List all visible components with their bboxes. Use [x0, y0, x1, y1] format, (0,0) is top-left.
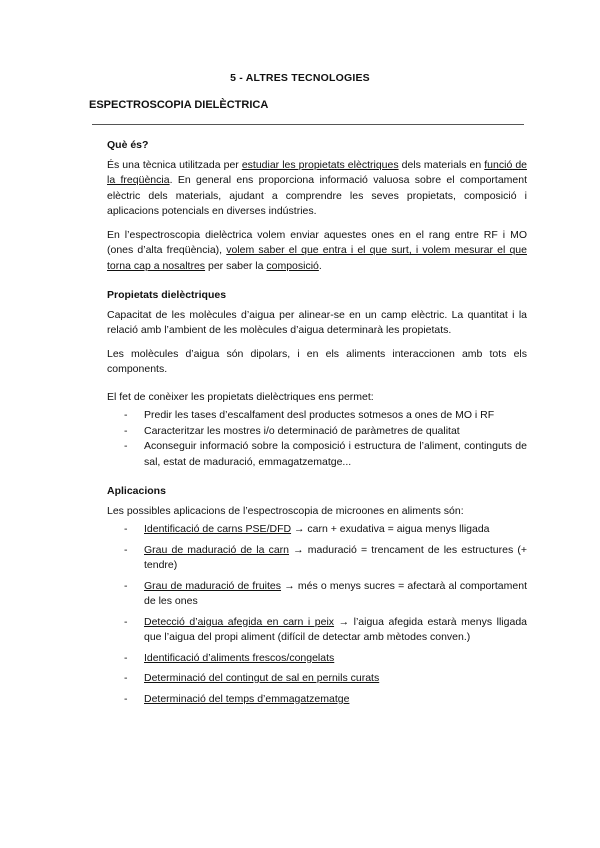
- text-span: És una tècnica utilitzada per: [107, 158, 242, 171]
- underlined-span: Determinació del temps d’emmagatzematge: [144, 692, 350, 705]
- heading-aplicacions: Aplicacions: [107, 485, 166, 497]
- list-item: [107, 671, 527, 687]
- underlined-span: estudiar les propietats elèctriques: [241, 158, 399, 171]
- text-span: → maduració = trencament de les estructures (+ tendre): [144, 543, 527, 571]
- text-span: → l’aigua afegida estarà menys lligada que l’aigua del propi aliment (difícil de detectar amb mètodes conven.): [144, 615, 527, 643]
- text-span: En l’espectroscopia dielèctrica volem enviar aquestes ones en el rang entre RF i MO (ones d’alta freqüència),: [107, 228, 527, 256]
- aplicacions-intro: Les possibles aplicacions de l’espectroscopia de microones en aliments són:: [107, 504, 464, 517]
- propietats-paragraph-1: Capacitat de les molècules d’aigua per alinear-se en un camp elèctric. La quantitat i la relació amb l’ambient de les molècules d’aigua determinarà les propietats.: [107, 308, 527, 336]
- que-es-paragraph-1: [107, 158, 527, 220]
- underlined-span: Identificació de carns PSE/DFD: [144, 523, 292, 535]
- list-item: - Predir les tases d’escalfament desl productes sotmesos a ones de MO i RF: [107, 408, 527, 424]
- text-span: → més o menys sucres = afectarà al comportament de les ones: [144, 579, 527, 607]
- section-title: ESPECTROSCOPIA DIELÈCTRICA: [89, 99, 269, 111]
- underlined-span: Determinació del contingut de sal en pernils curats: [144, 672, 380, 684]
- text-span: . En general ens proporciona informació valuosa sobre el comportament elèctric dels materials, ajudant a comprendre les seves propietats, composició i aplicacions potencials en diverses indústries.: [107, 174, 528, 217]
- underlined-span: composició: [266, 259, 319, 272]
- text-span: → carn + exudativa = aigua menys lligada: [291, 523, 490, 535]
- list-item: [107, 543, 527, 574]
- underlined-span: Grau de maduració de la carn: [144, 543, 290, 556]
- heading-propietats: Propietats dielèctriques: [107, 289, 227, 301]
- list-item: - Caracteritzar les mostres i/o determinació de paràmetres de qualitat: [107, 424, 527, 440]
- list-item: [107, 522, 527, 538]
- underlined-span: volem saber el que entra i el que surt, i volem mesurar el que torna cap a nosaltres: [107, 244, 527, 272]
- que-es-paragraph-2: [107, 228, 527, 275]
- text-span: .: [318, 259, 322, 272]
- heading-que-es: Què és?: [107, 139, 149, 151]
- section-divider: [92, 124, 524, 125]
- chapter-title: 5 - ALTRES TECNOLOGIES: [230, 72, 370, 84]
- underlined-span: Identificació d’aliments frescos/congelats: [144, 651, 335, 664]
- list-item: [107, 579, 527, 610]
- propietats-paragraph-3: El fet de conèixer les propietats dielèctriques ens permet:: [107, 390, 374, 403]
- list-item: - Aconseguir informació sobre la composició i estructura de l’aliment, continguts de sal, estat de maduració, emmagatzematge...: [107, 439, 527, 470]
- text-span: dels materials en: [398, 158, 485, 171]
- list-item: [107, 651, 527, 667]
- underlined-span: Detecció d’aigua afegida en carn i peix: [144, 615, 335, 628]
- aplicacions-list: [107, 522, 527, 707]
- text-span: per saber la: [205, 259, 267, 272]
- propietats-list: [107, 408, 527, 470]
- underlined-span: Grau de maduració de fruites: [144, 579, 282, 592]
- list-item: [107, 692, 527, 708]
- document-body: [107, 138, 527, 715]
- list-item: [107, 615, 527, 646]
- propietats-paragraph-2: Les molècules d’aigua són dipolars, i en els aliments interaccionen amb tots els components.: [107, 347, 527, 375]
- underlined-span: funció de la freqüència: [107, 158, 527, 186]
